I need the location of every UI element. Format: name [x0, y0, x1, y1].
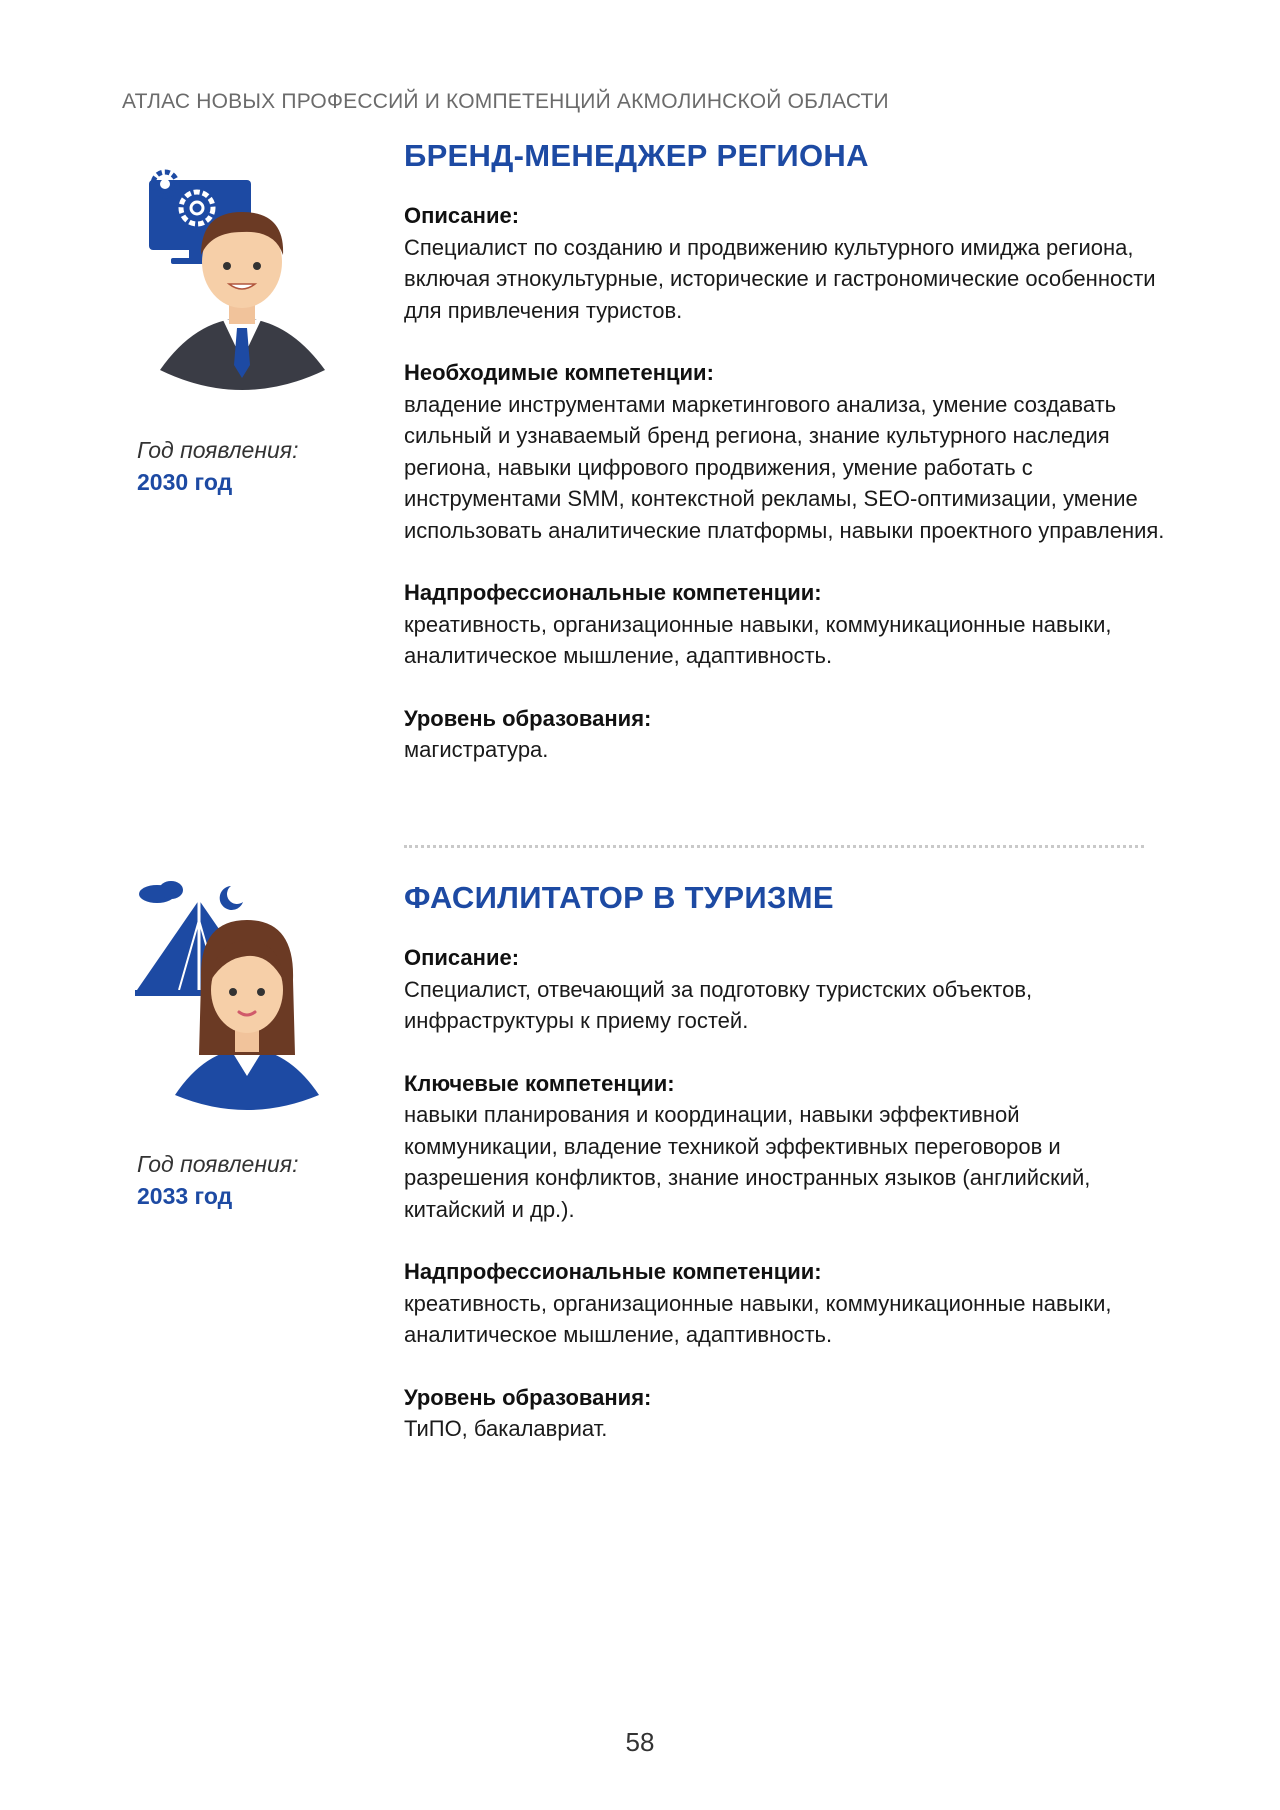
education-level-block [404, 703, 1174, 766]
block-heading: Описание: [404, 203, 520, 228]
block-text: навыки планирования и координации, навыки эффективной коммуникации, владение техникой эффективных переговоров и разрешения конфликтов, знание иностранных языков (английский, китайский и др.). [404, 1102, 1091, 1222]
year-label: Год появления: [137, 437, 299, 463]
year-label: Год появления: [137, 1151, 299, 1177]
block-text: ТиПО, бакалавриат. [404, 1416, 608, 1441]
year-of-appearance [137, 434, 298, 498]
block-heading: Уровень образования: [404, 705, 652, 731]
section-divider [404, 845, 1144, 848]
block-text: владение инструментами маркетингового анализа, умение создавать сильный и узнаваемый бренд региона, знание культурного наследия региона, навыки цифрового продвижения, умение работать с инструментами SMM, контекстной рекламы, SEO-оптимизации, умение использовать аналитические платформы, навыки проектного управления. [404, 391, 1165, 543]
block-text: креативность, организационные навыки, коммуникационные навыки, аналитическое мышление, адаптивность. [404, 611, 1112, 668]
block-heading: Надпрофессиональные компетенции: [404, 1259, 822, 1284]
running-header: АТЛАС НОВЫХ ПРОФЕССИЙ И КОМПЕТЕНЦИЙ АКМОЛИНСКОЙ ОБЛАСТИ [122, 90, 889, 113]
block-heading: Уровень образования: [404, 1384, 652, 1410]
block-text: Специалист по созданию и продвижению культурного имиджа региона, включая этнокультурные, исторические и гастрономические особенности для привлечения туристов. [404, 234, 1156, 323]
education-level-block [404, 1382, 1174, 1445]
block-heading: Надпрофессиональные компетенции: [404, 580, 822, 605]
page-number: 58 [625, 1727, 655, 1757]
profession-title: БРЕНД-МЕНЕДЖЕР РЕГИОНА [404, 138, 869, 173]
key-competencies-block [404, 1068, 1174, 1226]
block-heading: Необходимые компетенции: [404, 360, 714, 385]
profession-content [404, 136, 1174, 797]
facilitator-illustration [135, 880, 350, 1120]
block-text: магистратура. [404, 737, 549, 762]
profession-content [404, 878, 1174, 1476]
description-block [404, 942, 1174, 1037]
block-heading: Описание: [404, 945, 520, 970]
year-value: 2030 год [137, 469, 233, 495]
block-text: Специалист, отвечающий за подготовку туристских объектов, инфраструктуры к приему гостей. [404, 976, 1033, 1033]
soft-skills-block [404, 1256, 1174, 1351]
block-text: креативность, организационные навыки, коммуникационные навыки, аналитическое мышление, адаптивность. [404, 1290, 1112, 1347]
year-of-appearance [137, 1148, 298, 1212]
soft-skills-block [404, 577, 1174, 672]
profession-title: ФАСИЛИТАТОР В ТУРИЗМЕ [404, 880, 834, 915]
required-competencies-block [404, 357, 1174, 546]
brand-manager-illustration [135, 160, 350, 400]
year-value: 2033 год [137, 1183, 233, 1209]
block-heading: Ключевые компетенции: [404, 1070, 675, 1096]
description-block [404, 200, 1174, 326]
